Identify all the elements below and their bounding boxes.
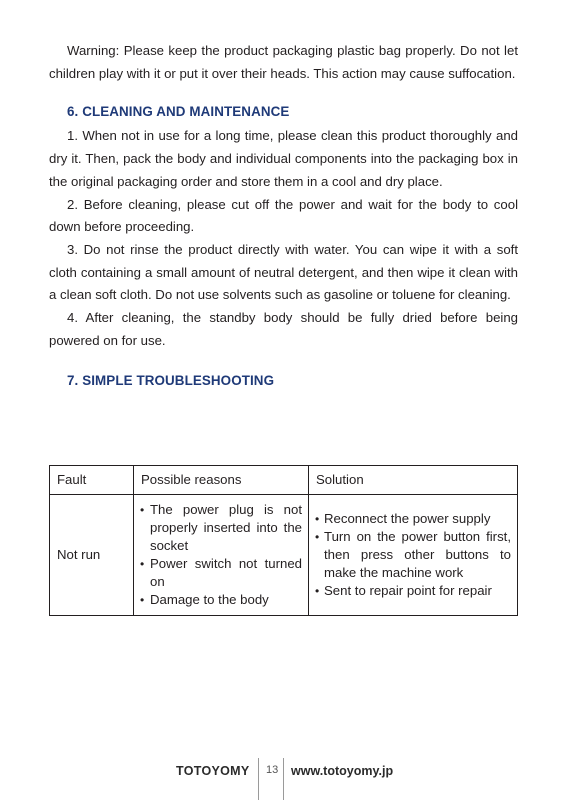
page-number: 13 [266, 764, 279, 776]
list-item: • Turn on the power button first, then press other buttons to make the machine work [315, 529, 511, 580]
footer-divider [258, 758, 259, 800]
reason-text: Damage to the body [150, 592, 269, 607]
solution-text: Sent to repair point for repair [324, 583, 492, 598]
solution-text: Turn on the power button first, then press other buttons to make the machine work [324, 529, 511, 580]
solutions-cell [309, 495, 518, 616]
warning-text: Warning: Please keep the product packaging plastic bag properly. Do not let children play with it or put it over their heads. This action may cause suffocation. [49, 43, 518, 81]
list-item: • Reconnect the power supply [315, 511, 491, 526]
list-item: • The power plug is not properly inserted into the socket [140, 502, 302, 553]
section-heading-cleaning: 6. CLEANING AND MAINTENANCE [67, 104, 290, 120]
fault-cell: Not run [50, 495, 134, 616]
troubleshooting-table [49, 465, 518, 616]
list-item: • Damage to the body [140, 592, 269, 607]
list-item: • Power switch not turned on [140, 556, 302, 589]
list-item: • Sent to repair point for repair [315, 583, 492, 598]
page-footer [0, 758, 566, 800]
cleaning-paragraph: 1. When not in use for a long time, please clean this product thoroughly and dry it. Then, pack the body and individual components into the packaging box in the original packaging order and store them in a cool and dry place. [49, 128, 518, 189]
cleaning-paragraph: 3. Do not rinse the product directly with water. You can wipe it with a soft cloth containing a small amount of neutral detergent, and then wipe it clean with a clean soft cloth. Do not use solvents such as gasoline or toluene for cleaning. [49, 241, 518, 303]
table-header-row [50, 466, 518, 495]
reasons-list [140, 501, 302, 609]
reasons-cell [134, 495, 309, 616]
cleaning-paragraph: 2. Before cleaning, please cut off the power and wait for the body to cool down before proceeding. [49, 196, 518, 235]
reason-text: The power plug is not properly inserted into the socket [150, 502, 302, 553]
website-url: www.totoyomy.jp [291, 764, 394, 778]
section-heading-troubleshooting: 7. SIMPLE TROUBLESHOOTING [67, 373, 275, 389]
footer-divider [283, 758, 284, 800]
table-row [50, 495, 518, 616]
brand-logo: TOTOYOMY [176, 764, 250, 778]
column-header-fault: Fault [50, 466, 134, 495]
reason-text: Power switch not turned on [150, 556, 302, 589]
solutions-list [315, 510, 511, 600]
document-page [49, 40, 518, 392]
column-header-solution: Solution [309, 466, 518, 495]
solution-text: Reconnect the power supply [324, 511, 491, 526]
column-header-reasons: Possible reasons [134, 466, 309, 495]
cleaning-paragraph: 4. After cleaning, the standby body should be fully dried before being powered on for use. [49, 310, 518, 348]
